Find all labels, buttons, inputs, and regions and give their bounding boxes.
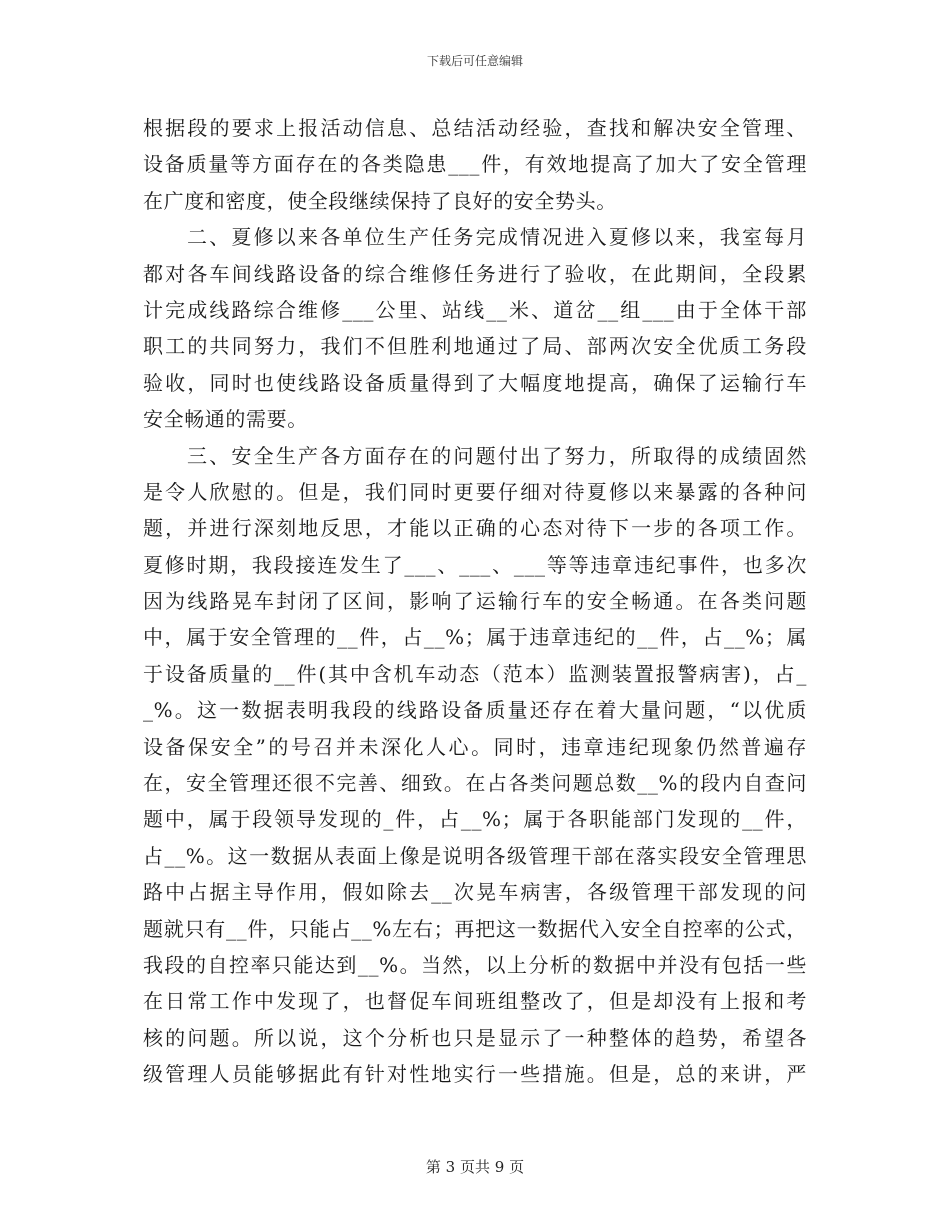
text-line: 都对各车间线路设备的综合维修任务进行了验收，在此期间，全段累 [143, 261, 807, 286]
text-line: 设备质量等方面存在的各类隐患___件，有效地提高了加大了安全管理 [143, 152, 807, 177]
text-line: 是令人欣慰的。但是，我们同时更要仔细对待夏修以来暴露的各种问 [143, 479, 807, 504]
text-line: 题中，属于段领导发现的_件，占__%；属于各职能部门发现的__件， [143, 807, 807, 832]
text-line: 题，并进行深刻地反思，才能以正确的心态对待下一步的各项工作。 [143, 516, 807, 541]
page-footer: 第 3 页共 9 页 [425, 1158, 525, 1176]
text-line: 设备保安全”的号召并未深化人心。同时，违章违纪现象仍然普遍存 [143, 734, 807, 759]
text-line: 根据段的要求上报活动信息、总结活动经验，查找和解决安全管理、 [143, 116, 807, 140]
page-header: 下载后可任意编辑 [426, 54, 523, 68]
text-line: 占__%。这一数据从表面上像是说明各级管理干部在落实段安全管理思 [143, 843, 807, 868]
document-body [143, 110, 807, 1093]
text-line: 三、安全生产各方面存在的问题付出了努力，所取得的成绩固然 [187, 443, 807, 468]
text-line: 中，属于安全管理的__件，占__%；属于违章违纪的__件，占__%；属 [143, 625, 807, 650]
text-line: 因为线路晃车封闭了区间，影响了运输行车的安全畅通。在各类问题 [143, 589, 807, 614]
text-line: 题就只有__件，只能占__%左右；再把这一数据代入安全自控率的公式， [143, 916, 807, 941]
text-line: 安全畅通的需要。 [143, 407, 308, 432]
text-line: 二、夏修以来各单位生产任务完成情况进入夏修以来，我室每月 [187, 225, 807, 250]
text-line: 计完成线路综合维修___公里、站线__米、道岔__组___由于全体干部 [143, 297, 807, 322]
text-line: 于设备质量的__件(其中含机车动态（范本）监测装置报警病害)，占_ [143, 661, 807, 686]
text-line: 在，安全管理还很不完善、细致。在占各类问题总数__%的段内自查问 [143, 771, 807, 796]
text-line: 在日常工作中发现了，也督促车间班组整改了，但是却没有上报和考 [143, 989, 807, 1014]
text-line: 核的问题。所以说，这个分析也只是显示了一种整体的趋势，希望各 [143, 1025, 807, 1050]
text-line: _%。这一数据表明我段的线路设备质量还存在着大量问题，“以优质 [143, 698, 807, 723]
text-line: 验收，同时也使线路设备质量得到了大幅度地提高，确保了运输行车 [143, 370, 807, 395]
text-line: 夏修时期，我段接连发生了___、___、___等等违章违纪事件，也多次 [143, 552, 807, 577]
text-line: 级管理人员能够据此有针对性地实行一些措施。但是，总的来讲，严 [143, 1062, 807, 1087]
text-line: 我段的自控率只能达到__%。当然，以上分析的数据中并没有包括一些 [143, 952, 807, 977]
text-line: 在广度和密度，使全段继续保持了良好的安全势头。 [143, 188, 617, 213]
text-line: 职工的共同努力，我们不但胜利地通过了局、部两次安全优质工务段 [143, 334, 807, 359]
text-line: 路中占据主导作用，假如除去__次晃车病害，各级管理干部发现的问 [143, 880, 807, 905]
